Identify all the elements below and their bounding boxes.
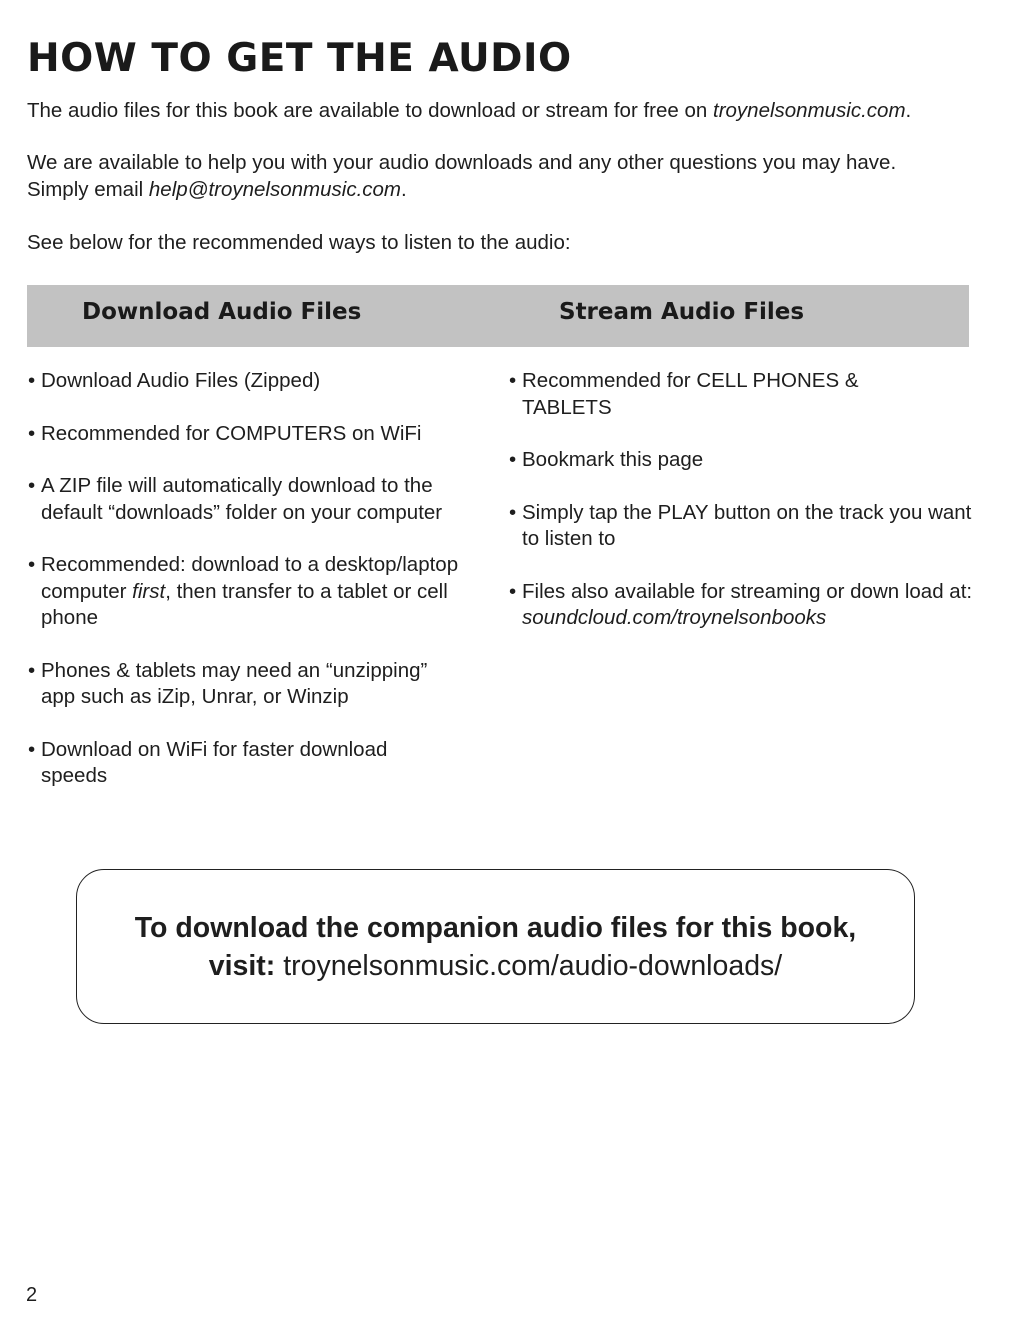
site-link[interactable]: troynelsonmusic.com [713,99,906,122]
download-heading: Download Audio Files [82,299,362,325]
callout-line-1: To download the companion audio files for this book, [134,912,857,944]
bullet-icon: • [509,500,517,524]
page-title: HOW TO GET THE AUDIO [27,36,572,81]
bullet-icon: • [28,421,36,445]
page-number: 2 [26,1284,38,1306]
audio-downloads-link[interactable]: troynelsonmusic.com/audio-downloads/ [283,950,783,982]
download-callout-box [76,869,915,1024]
list-item: • Recommended for CELL PHONES & TABLETS [509,369,859,419]
list-item: • Recommended: download to a desktop/laptop computer first, then transfer to a tablet or cell phone [28,553,459,629]
bullet-icon: • [509,448,517,471]
bullet-icon: • [28,553,36,576]
stream-list [509,368,979,658]
list-item: • Download on WiFi for faster download speeds [28,737,388,787]
intro-paragraph-2: We are available to help you with your audio downloads and any other questions you may have. Simply email help@troynelsonmusic.com. [27,151,897,201]
list-item: • Recommended for COMPUTERS on WiFi [28,421,488,448]
stream-heading: Stream Audio Files [559,299,805,325]
list-item: • A ZIP file will automatically download to the default “downloads” folder on your computer [28,474,443,524]
callout-line-2 [77,947,914,985]
intro-paragraph-3: See below for the recommended ways to listen to the audio: [27,231,571,254]
bullet-icon: • [28,658,36,682]
list-item: • Phones & tablets may need an “unzipping” app such as iZip, Unrar, or Winzip [28,658,428,708]
bullet-icon: • [28,737,36,761]
help-email-link[interactable]: help@troynelsonmusic.com [148,178,401,201]
intro-paragraph-1: The audio files for this book are available to download or stream for free on troynelsonmusic.com. [27,99,912,122]
visit-label: visit: [208,950,276,982]
download-list [28,368,488,816]
soundcloud-link[interactable]: soundcloud.com/troynelsonbooks [522,606,827,629]
bullet-icon: • [509,369,517,392]
list-item: • Files also available for streaming or down load at: soundcloud.com/troynelsonbooks [509,579,973,629]
list-item: • Simply tap the PLAY button on the track you want to listen to [509,500,972,550]
bullet-icon: • [28,369,36,392]
list-item: • Download Audio Files (Zipped) [28,368,488,395]
bullet-icon: • [509,579,517,603]
bullet-icon: • [28,474,36,497]
list-item: • Bookmark this page [509,447,979,474]
